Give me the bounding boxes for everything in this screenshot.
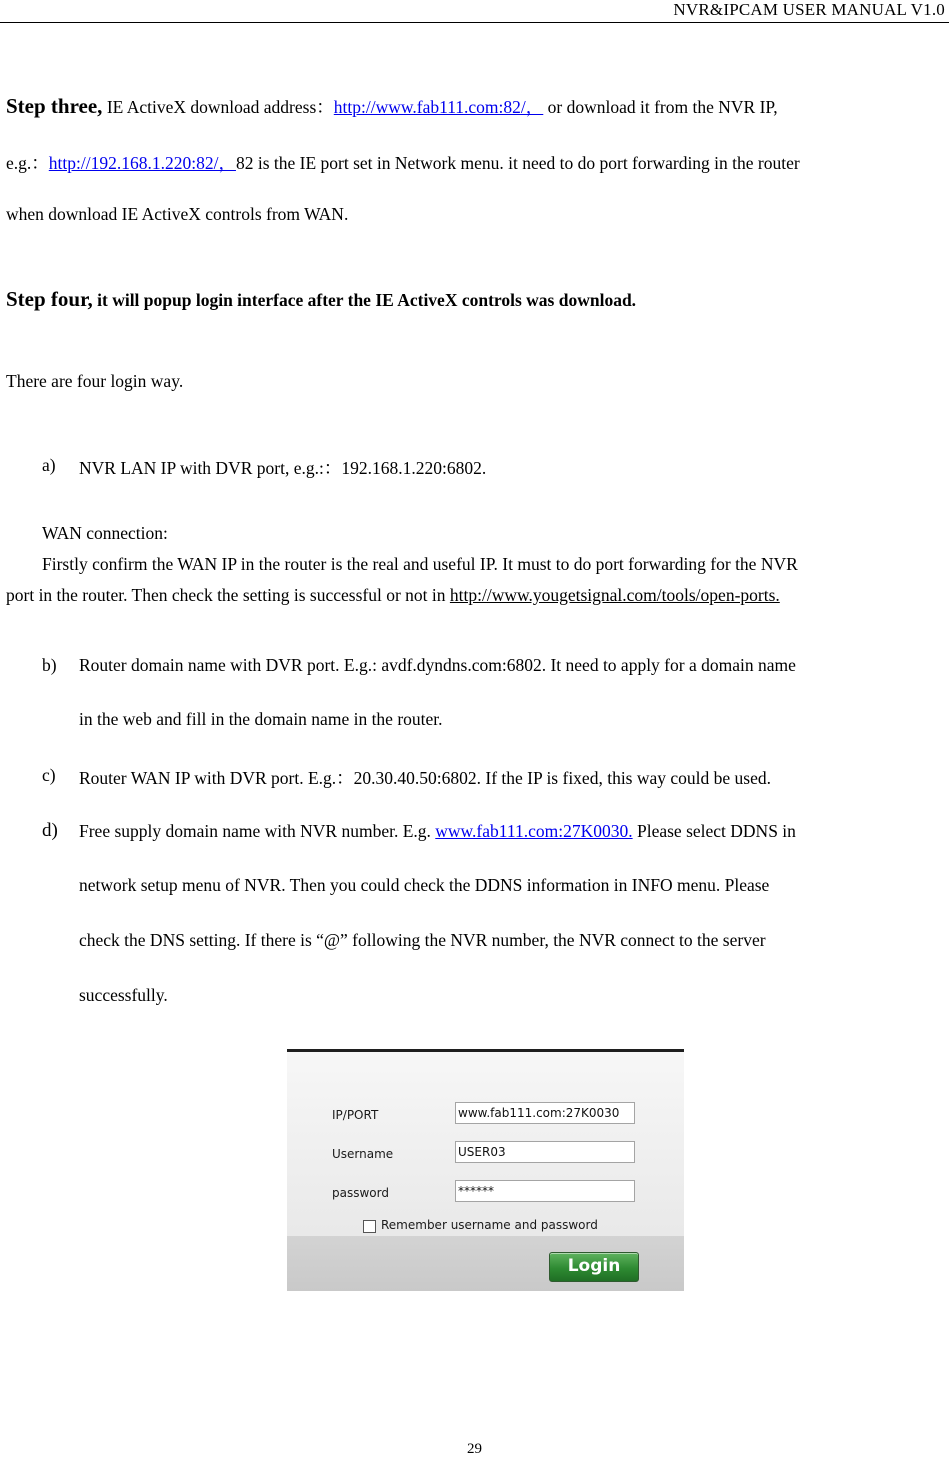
intro-text: There are four login way. — [6, 371, 184, 391]
item-c-marker: c) — [42, 765, 56, 785]
item-d-marker: d) — [42, 820, 58, 841]
wan-line-2-text: port in the router. Then check the setting is successful or not in — [6, 585, 450, 605]
item-b-marker: b) — [42, 655, 57, 675]
remember-label: Remember username and password — [381, 1218, 598, 1232]
item-b-line-2: in the web and fill in the domain name in the router. — [79, 709, 443, 729]
step-three-text: IE ActiveX download address： — [102, 97, 334, 117]
ip-port-label: IP/PORT — [332, 1108, 379, 1122]
password-input[interactable]: ****** — [455, 1180, 635, 1202]
step-four-line — [6, 287, 636, 312]
item-c-text: Router WAN IP with DVR port. E.g.：20.30.40.50:6802. If the IP is fixed, this way could be used. — [79, 768, 771, 788]
wan-line-2 — [6, 585, 780, 606]
ddns-example-link[interactable]: www.fab111.com:27K0030. — [435, 821, 633, 841]
item-d-line-3: check the DNS setting. If there is “@” following the NVR number, the NVR connect to the server — [79, 930, 766, 950]
step-three-line-2 — [6, 150, 800, 175]
remember-checkbox[interactable] — [363, 1220, 376, 1233]
username-input[interactable]: USER03 — [455, 1141, 635, 1163]
login-button[interactable]: Login — [549, 1252, 639, 1282]
item-a-text: NVR LAN IP with DVR port, e.g.:：192.168.1.220:6802. — [79, 458, 487, 478]
manual-title: NVR&IPCAM USER MANUAL V1.0 — [673, 0, 945, 19]
step-three-heading: Step three, — [6, 94, 103, 118]
item-a-marker: a) — [42, 455, 56, 475]
wan-line-1: Firstly confirm the WAN IP in the router is the real and useful IP. It must to do port forwarding for the NVR — [42, 554, 798, 574]
ip-port-input[interactable]: www.fab111.com:27K0030 — [455, 1102, 635, 1124]
step-four-heading: Step four, — [6, 287, 93, 311]
step-three-port-text: 82 is the IE port set in Network menu. it need to do port forwarding in the router — [235, 153, 800, 173]
step-three-line-3: when download IE ActiveX controls from WAN. — [6, 204, 349, 224]
nvr-ip-link[interactable]: http://192.168.1.220:82/， — [48, 153, 236, 173]
password-label: password — [332, 1186, 389, 1200]
wan-title: WAN connection: — [42, 523, 168, 543]
login-panel — [287, 1049, 684, 1291]
username-label: Username — [332, 1147, 394, 1161]
page-header — [0, 0, 949, 23]
step-four-text: it will popup login interface after the IE ActiveX controls was download. — [92, 290, 637, 310]
step-three-line-1 — [6, 94, 778, 119]
page-number: 29 — [467, 1441, 482, 1457]
item-d-line-4: successfully. — [79, 985, 168, 1005]
eg-label: e.g.： — [6, 153, 49, 173]
item-d-text: Free supply domain name with NVR number. E.g. — [79, 821, 436, 841]
item-d-line-2: network setup menu of NVR. Then you could check the DDNS information in INFO menu. Please — [79, 875, 770, 895]
step-three-text-2: or download it from the NVR IP, — [543, 97, 778, 117]
item-d-text-2: Please select DDNS in — [632, 821, 796, 841]
activex-download-link[interactable]: http://www.fab111.com:82/， — [333, 97, 544, 117]
item-b-line-1: Router domain name with DVR port. E.g.: avdf.dyndns.com:6802. It need to apply for a domain name — [79, 655, 796, 675]
open-ports-link[interactable]: http://www.yougetsignal.com/tools/open-ports. — [449, 585, 780, 605]
item-d-line-1 — [79, 821, 796, 842]
